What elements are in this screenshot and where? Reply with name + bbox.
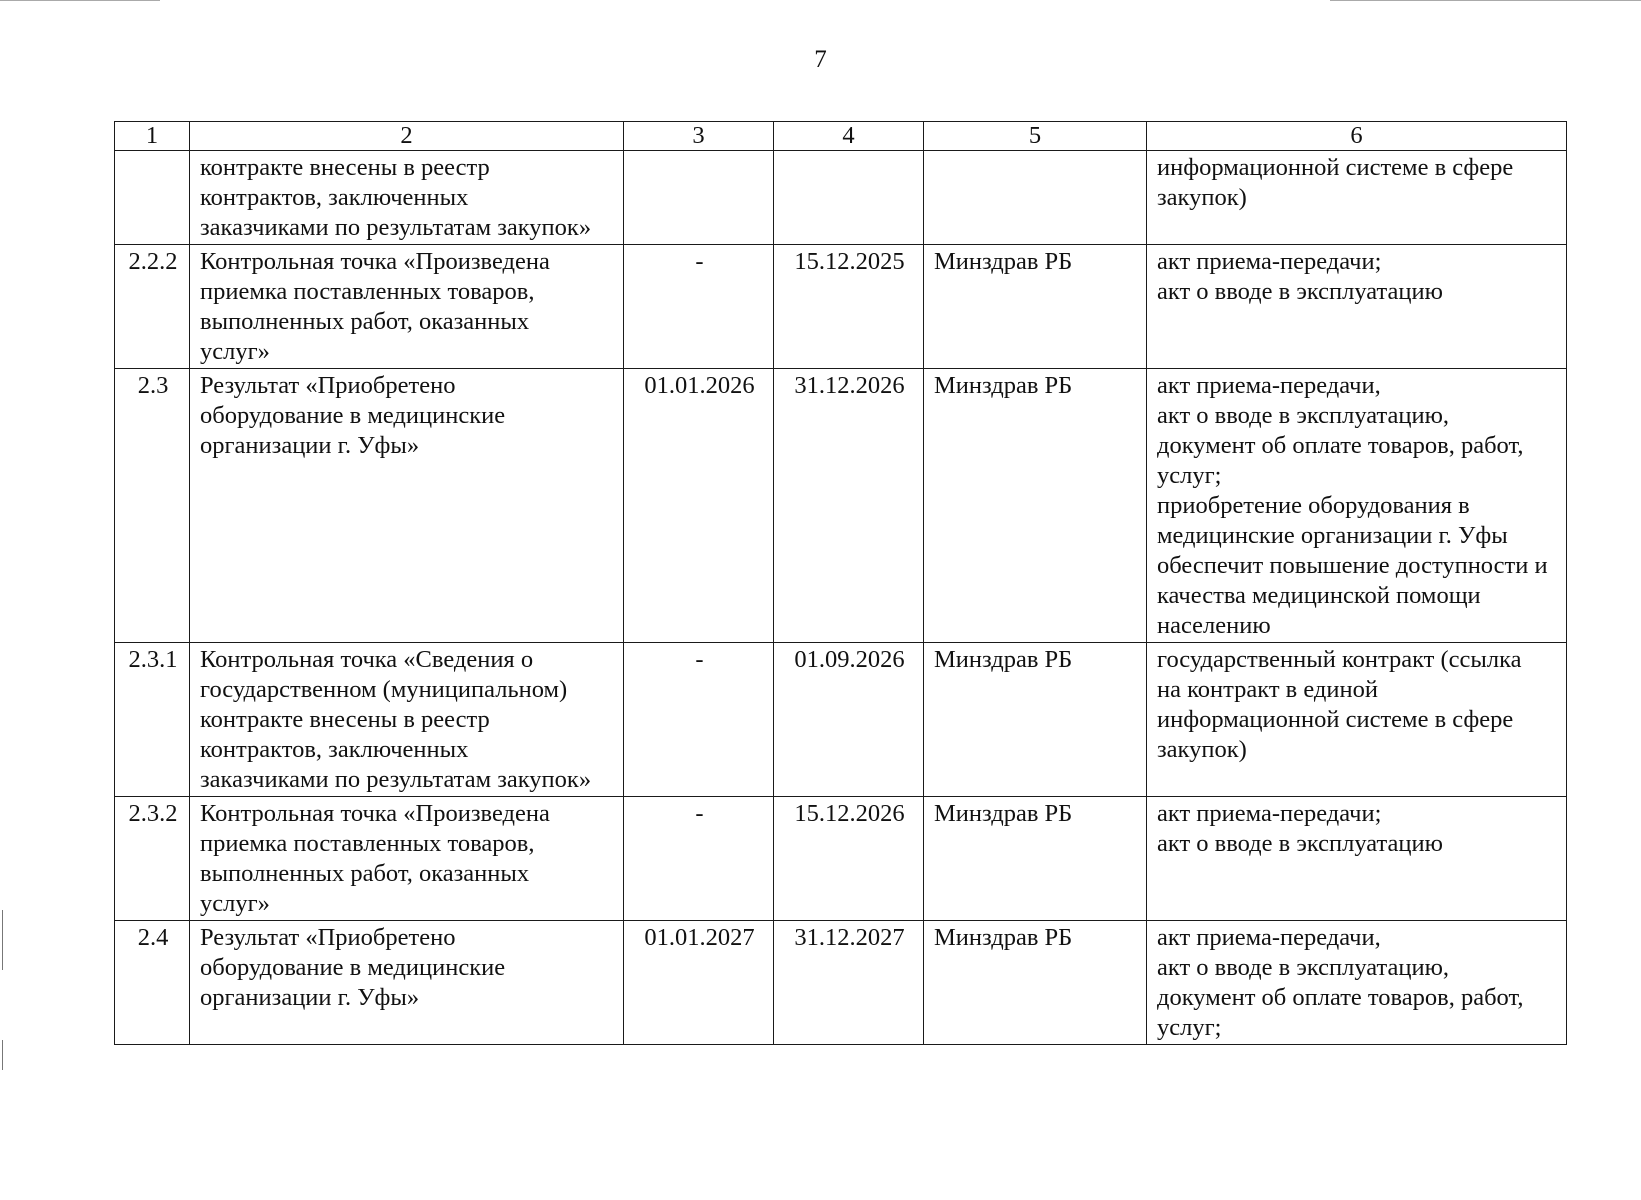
responsible-cell: Минздрав РБ: [924, 797, 1147, 921]
start-date-cell: [624, 151, 774, 245]
item-number-cell: 2.3: [115, 369, 190, 643]
document-cell-line: приобретение оборудования в: [1157, 492, 1470, 519]
document-cell-line: государственный контракт (ссылка: [1157, 646, 1522, 673]
table-row: [115, 369, 1567, 643]
description-cell-line: контрактов, заключенных: [200, 184, 469, 211]
description-cell-line: приемка поставленных товаров,: [200, 278, 535, 305]
description-cell-line: выполненных работ, оказанных: [200, 860, 530, 887]
start-date-cell: -: [624, 245, 774, 369]
end-date-cell: 31.12.2027: [774, 921, 924, 1045]
description-cell-line: государственном (муниципальном): [200, 676, 568, 703]
start-date-cell: -: [624, 797, 774, 921]
table-row: [115, 151, 1567, 245]
description-cell: [190, 369, 624, 643]
description-cell-line: Контрольная точка «Сведения о: [200, 646, 534, 673]
table-row: [115, 245, 1567, 369]
column-header: 1: [115, 122, 190, 151]
document-cell: [1147, 643, 1567, 797]
responsible-cell: Минздрав РБ: [924, 245, 1147, 369]
document-cell-line: акт приема-передачи,: [1157, 372, 1381, 399]
description-cell-line: услуг»: [200, 338, 270, 365]
description-cell-line: оборудование в медицинские: [200, 402, 506, 429]
document-cell-line: информационной системе в сфере: [1157, 154, 1514, 181]
document-cell-line: населению: [1157, 612, 1271, 639]
start-date-cell: 01.01.2027: [624, 921, 774, 1045]
column-number-row: [115, 122, 1567, 151]
description-cell-line: заказчиками по результатам закупок»: [200, 766, 592, 793]
description-cell-line: организации г. Уфы»: [200, 984, 420, 1011]
document-cell-line: акт о вводе в эксплуатацию,: [1157, 954, 1450, 981]
column-header: 5: [924, 122, 1147, 151]
description-cell: [190, 245, 624, 369]
responsible-cell: Минздрав РБ: [924, 643, 1147, 797]
end-date-cell: 15.12.2026: [774, 797, 924, 921]
end-date-cell: 15.12.2025: [774, 245, 924, 369]
item-number-cell: 2.4: [115, 921, 190, 1045]
document-cell-line: акт о вводе в эксплуатацию,: [1157, 402, 1450, 429]
responsible-cell: Минздрав РБ: [924, 921, 1147, 1045]
responsible-cell: Минздрав РБ: [924, 369, 1147, 643]
page-number: 7: [814, 46, 827, 73]
table-row: [115, 643, 1567, 797]
document-cell-line: закупок): [1157, 184, 1247, 211]
document-cell-line: документ об оплате товаров, работ,: [1157, 984, 1524, 1011]
responsible-cell: [924, 151, 1147, 245]
document-cell-line: медицинские организации г. Уфы: [1157, 522, 1508, 549]
document-cell-line: акт приема-передачи;: [1157, 248, 1382, 275]
document-cell-line: на контракт в единой: [1157, 676, 1378, 703]
document-cell-line: акт о вводе в эксплуатацию: [1157, 830, 1443, 857]
table-body: [115, 151, 1567, 1045]
column-header: 4: [774, 122, 924, 151]
document-cell: [1147, 797, 1567, 921]
scan-artifact: [1330, 0, 1641, 1]
end-date-cell: [774, 151, 924, 245]
document-cell-line: акт приема-передачи;: [1157, 800, 1382, 827]
end-date-cell: 31.12.2026: [774, 369, 924, 643]
description-cell-line: услуг»: [200, 890, 270, 917]
document-cell-line: услуг;: [1157, 462, 1222, 489]
column-header: 3: [624, 122, 774, 151]
table-row: [115, 797, 1567, 921]
document-cell: [1147, 369, 1567, 643]
description-cell-line: организации г. Уфы»: [200, 432, 420, 459]
scan-artifact: [2, 910, 3, 970]
column-header: 2: [190, 122, 624, 151]
item-number-cell: 2.2.2: [115, 245, 190, 369]
description-cell-line: контракте внесены в реестр: [200, 154, 490, 181]
schedule-table: [114, 121, 1567, 1045]
item-number-cell: 2.3.1: [115, 643, 190, 797]
document-cell-line: документ об оплате товаров, работ,: [1157, 432, 1524, 459]
item-number-cell: 2.3.2: [115, 797, 190, 921]
item-number-cell: [115, 151, 190, 245]
description-cell: [190, 151, 624, 245]
column-header: 6: [1147, 122, 1567, 151]
description-cell-line: выполненных работ, оказанных: [200, 308, 530, 335]
description-cell-line: Контрольная точка «Произведена: [200, 800, 550, 827]
description-cell-line: оборудование в медицинские: [200, 954, 506, 981]
description-cell-line: заказчиками по результатам закупок»: [200, 214, 592, 241]
scan-artifact: [0, 0, 160, 1]
document-cell: [1147, 151, 1567, 245]
description-cell: [190, 643, 624, 797]
description-cell-line: приемка поставленных товаров,: [200, 830, 535, 857]
document-cell-line: информационной системе в сфере: [1157, 706, 1514, 733]
document-cell: [1147, 245, 1567, 369]
document-cell-line: закупок): [1157, 736, 1247, 763]
description-cell-line: Результат «Приобретено: [200, 372, 456, 399]
start-date-cell: 01.01.2026: [624, 369, 774, 643]
document-cell-line: акт приема-передачи,: [1157, 924, 1381, 951]
document-cell-line: качества медицинской помощи: [1157, 582, 1481, 609]
description-cell-line: Результат «Приобретено: [200, 924, 456, 951]
description-cell: [190, 797, 624, 921]
description-cell-line: контрактов, заключенных: [200, 736, 469, 763]
document-cell: [1147, 921, 1567, 1045]
description-cell-line: Контрольная точка «Произведена: [200, 248, 550, 275]
scan-artifact: [2, 1040, 3, 1070]
end-date-cell: 01.09.2026: [774, 643, 924, 797]
document-cell-line: услуг;: [1157, 1014, 1222, 1041]
description-cell: [190, 921, 624, 1045]
start-date-cell: -: [624, 643, 774, 797]
document-cell-line: обеспечит повышение доступности и: [1157, 552, 1548, 579]
description-cell-line: контракте внесены в реестр: [200, 706, 490, 733]
table-row: [115, 921, 1567, 1045]
document-cell-line: акт о вводе в эксплуатацию: [1157, 278, 1443, 305]
